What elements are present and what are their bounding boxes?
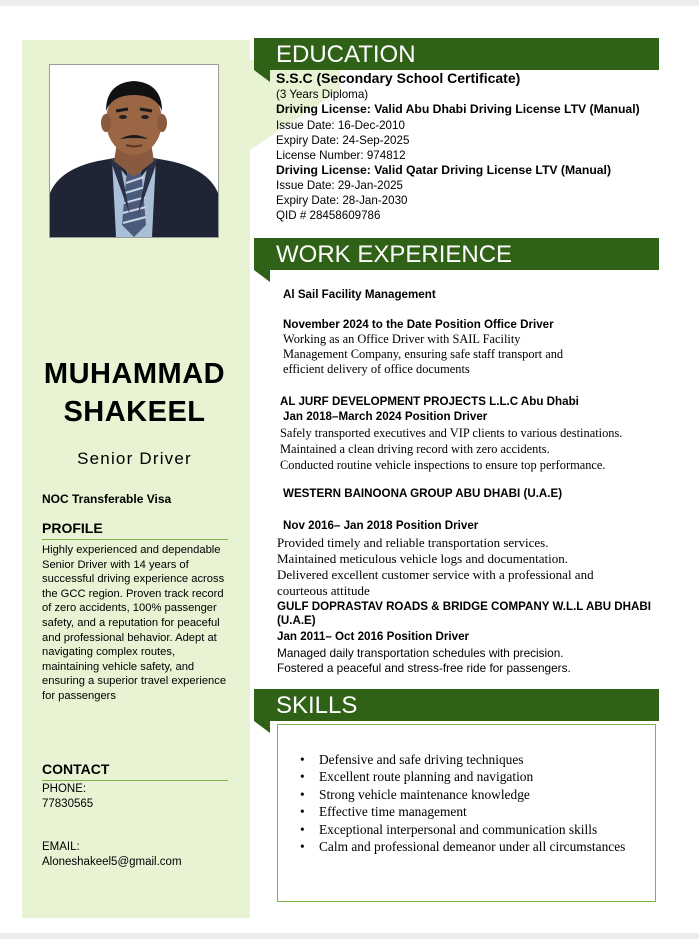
skill-text: Exceptional interpersonal and communication skills: [319, 821, 598, 837]
person-name-line1: MUHAMMAD: [43, 358, 226, 390]
skill-item: • Excellent route planning and navigation: [300, 769, 534, 785]
phone-number: 77830565: [42, 798, 94, 810]
job4-period: Jan 2011– Oct 2016: [277, 630, 384, 643]
email-label: EMAIL:: [42, 841, 80, 853]
job-title: Senior Driver: [77, 449, 192, 468]
person-name: [22, 355, 247, 431]
person-name-line2: SHAKEEL: [63, 396, 206, 428]
job3-period: Nov 2016– Jan 2018: [283, 519, 393, 532]
skills-list: [300, 751, 640, 855]
profile-divider: [42, 539, 228, 540]
contact-heading: CONTACT: [42, 761, 110, 777]
skills-heading-corner: [254, 721, 270, 733]
skill-item: • Strong vehicle maintenance knowledge: [300, 786, 530, 802]
skill-text: Strong vehicle maintenance knowledge: [319, 786, 530, 802]
profile-text: Highly experienced and dependable Senior Driver with 14 years of successful driving experience across the GCC region. Proven track record of zero accidents, 100% passenger safety, and a reputation for peaceful and professional behavior. Adept at navigating complex routes, maintaining vehicle safety, and ensuring a superior travel experience for passengers: [42, 544, 227, 702]
skill-text: Defensive and safe driving techniques: [319, 752, 524, 767]
job1-line3: efficient delivery of office documents: [283, 362, 470, 376]
work-heading-corner: [254, 270, 270, 282]
ssc-note: (3 Years Diploma): [276, 88, 369, 101]
education-heading-corner: [254, 70, 270, 82]
skill-text: Calm and professional demeanor under all circumstances: [319, 839, 626, 855]
skill-item: • Defensive and safe driving techniques: [300, 752, 524, 767]
education-heading: EDUCATION: [254, 38, 659, 70]
license1-expiry: Expiry Date: 24-Sep-2025: [276, 133, 410, 147]
job1-company: Al Sail Facility Management: [283, 288, 436, 301]
job3-line2: Maintained meticulous vehicle logs and documentation.: [277, 551, 568, 566]
job4-period-line: [277, 630, 469, 644]
job2-position: Position Driver: [404, 410, 488, 423]
work-heading: WORK EXPERIENCE: [254, 238, 659, 270]
license1-title: Driving License: Valid Abu Dhabi Driving License LTV (Manual): [276, 102, 640, 116]
license2-issue: Issue Date: 29-Jan-2025: [276, 179, 403, 192]
job2-line3: Conducted routine vehicle inspections to ensure top performance.: [280, 458, 606, 472]
bottom-border: [0, 933, 699, 939]
license1-issue: Issue Date: 16-Dec-2010: [276, 118, 405, 132]
job4-company: GULF DOPRASTAV ROADS & BRIDGE COMPANY W.L.L ABU DHABI: [277, 600, 652, 613]
license2-expiry: Expiry Date: 28-Jan-2030: [276, 194, 408, 207]
job3-line3: Delivered excellent customer service with a professional and: [277, 567, 594, 582]
skill-item: • Exceptional interpersonal and communication skills: [300, 821, 598, 837]
job3-line4: courteous attitude: [277, 583, 370, 598]
job4-line2: Fostered a peaceful and stress-free ride for passengers.: [277, 661, 571, 675]
visa-status: NOC Transferable Visa: [42, 492, 172, 506]
skills-heading: SKILLS: [254, 689, 659, 721]
profile-photo: [49, 64, 219, 238]
skill-item: • Effective time management: [300, 804, 467, 820]
license2-title: Driving License: Valid Qatar Driving License LTV (Manual): [276, 162, 612, 177]
skill-item: • Calm and professional demeanor under all circumstances: [300, 839, 626, 855]
job4-line1: Managed daily transportation schedules with precision.: [277, 646, 564, 660]
job3-period-line: [283, 519, 478, 533]
profile-heading: PROFILE: [42, 520, 103, 536]
job2-period-line: [283, 410, 487, 424]
email-address: Aloneshakeel5@gmail.com: [42, 856, 182, 868]
job3-line1: Provided timely and reliable transportation services.: [277, 535, 549, 550]
ssc-title: S.S.C (Secondary School Certificate): [276, 70, 521, 86]
job3-position: Position Driver: [395, 519, 479, 532]
job1-line1: Working as an Office Driver with SAIL Facility: [283, 332, 521, 346]
license1-number: License Number: 974812: [276, 148, 406, 162]
job2-line1: Safely transported executives and VIP clients to various destinations.: [280, 426, 623, 440]
education-section: [276, 70, 666, 223]
license2-qid: QID # 28458609786: [276, 209, 381, 222]
phone-label: PHONE:: [42, 783, 87, 795]
job1-period: November 2024 to the Date Position Office Driver: [283, 318, 554, 331]
skill-text: Effective time management: [319, 804, 467, 820]
job4-position: Position Driver: [386, 630, 470, 643]
job2-line2: Maintained a clean driving record with zero accidents.: [280, 442, 550, 456]
skill-text: Excellent route planning and navigation: [319, 769, 534, 785]
job3-company: WESTERN BAINOONA GROUP ABU DHABI (U.A.E): [283, 487, 563, 500]
job2-period: Jan 2018–March 2024: [283, 410, 402, 423]
job4-company-line2: (U.A.E): [277, 614, 316, 627]
job2-company: AL JURF DEVELOPMENT PROJECTS L.L.C Abu Dhabi: [280, 395, 579, 408]
job1-line2: Management Company, ensuring safe staff transport and: [283, 347, 564, 361]
contact-divider: [42, 780, 228, 781]
